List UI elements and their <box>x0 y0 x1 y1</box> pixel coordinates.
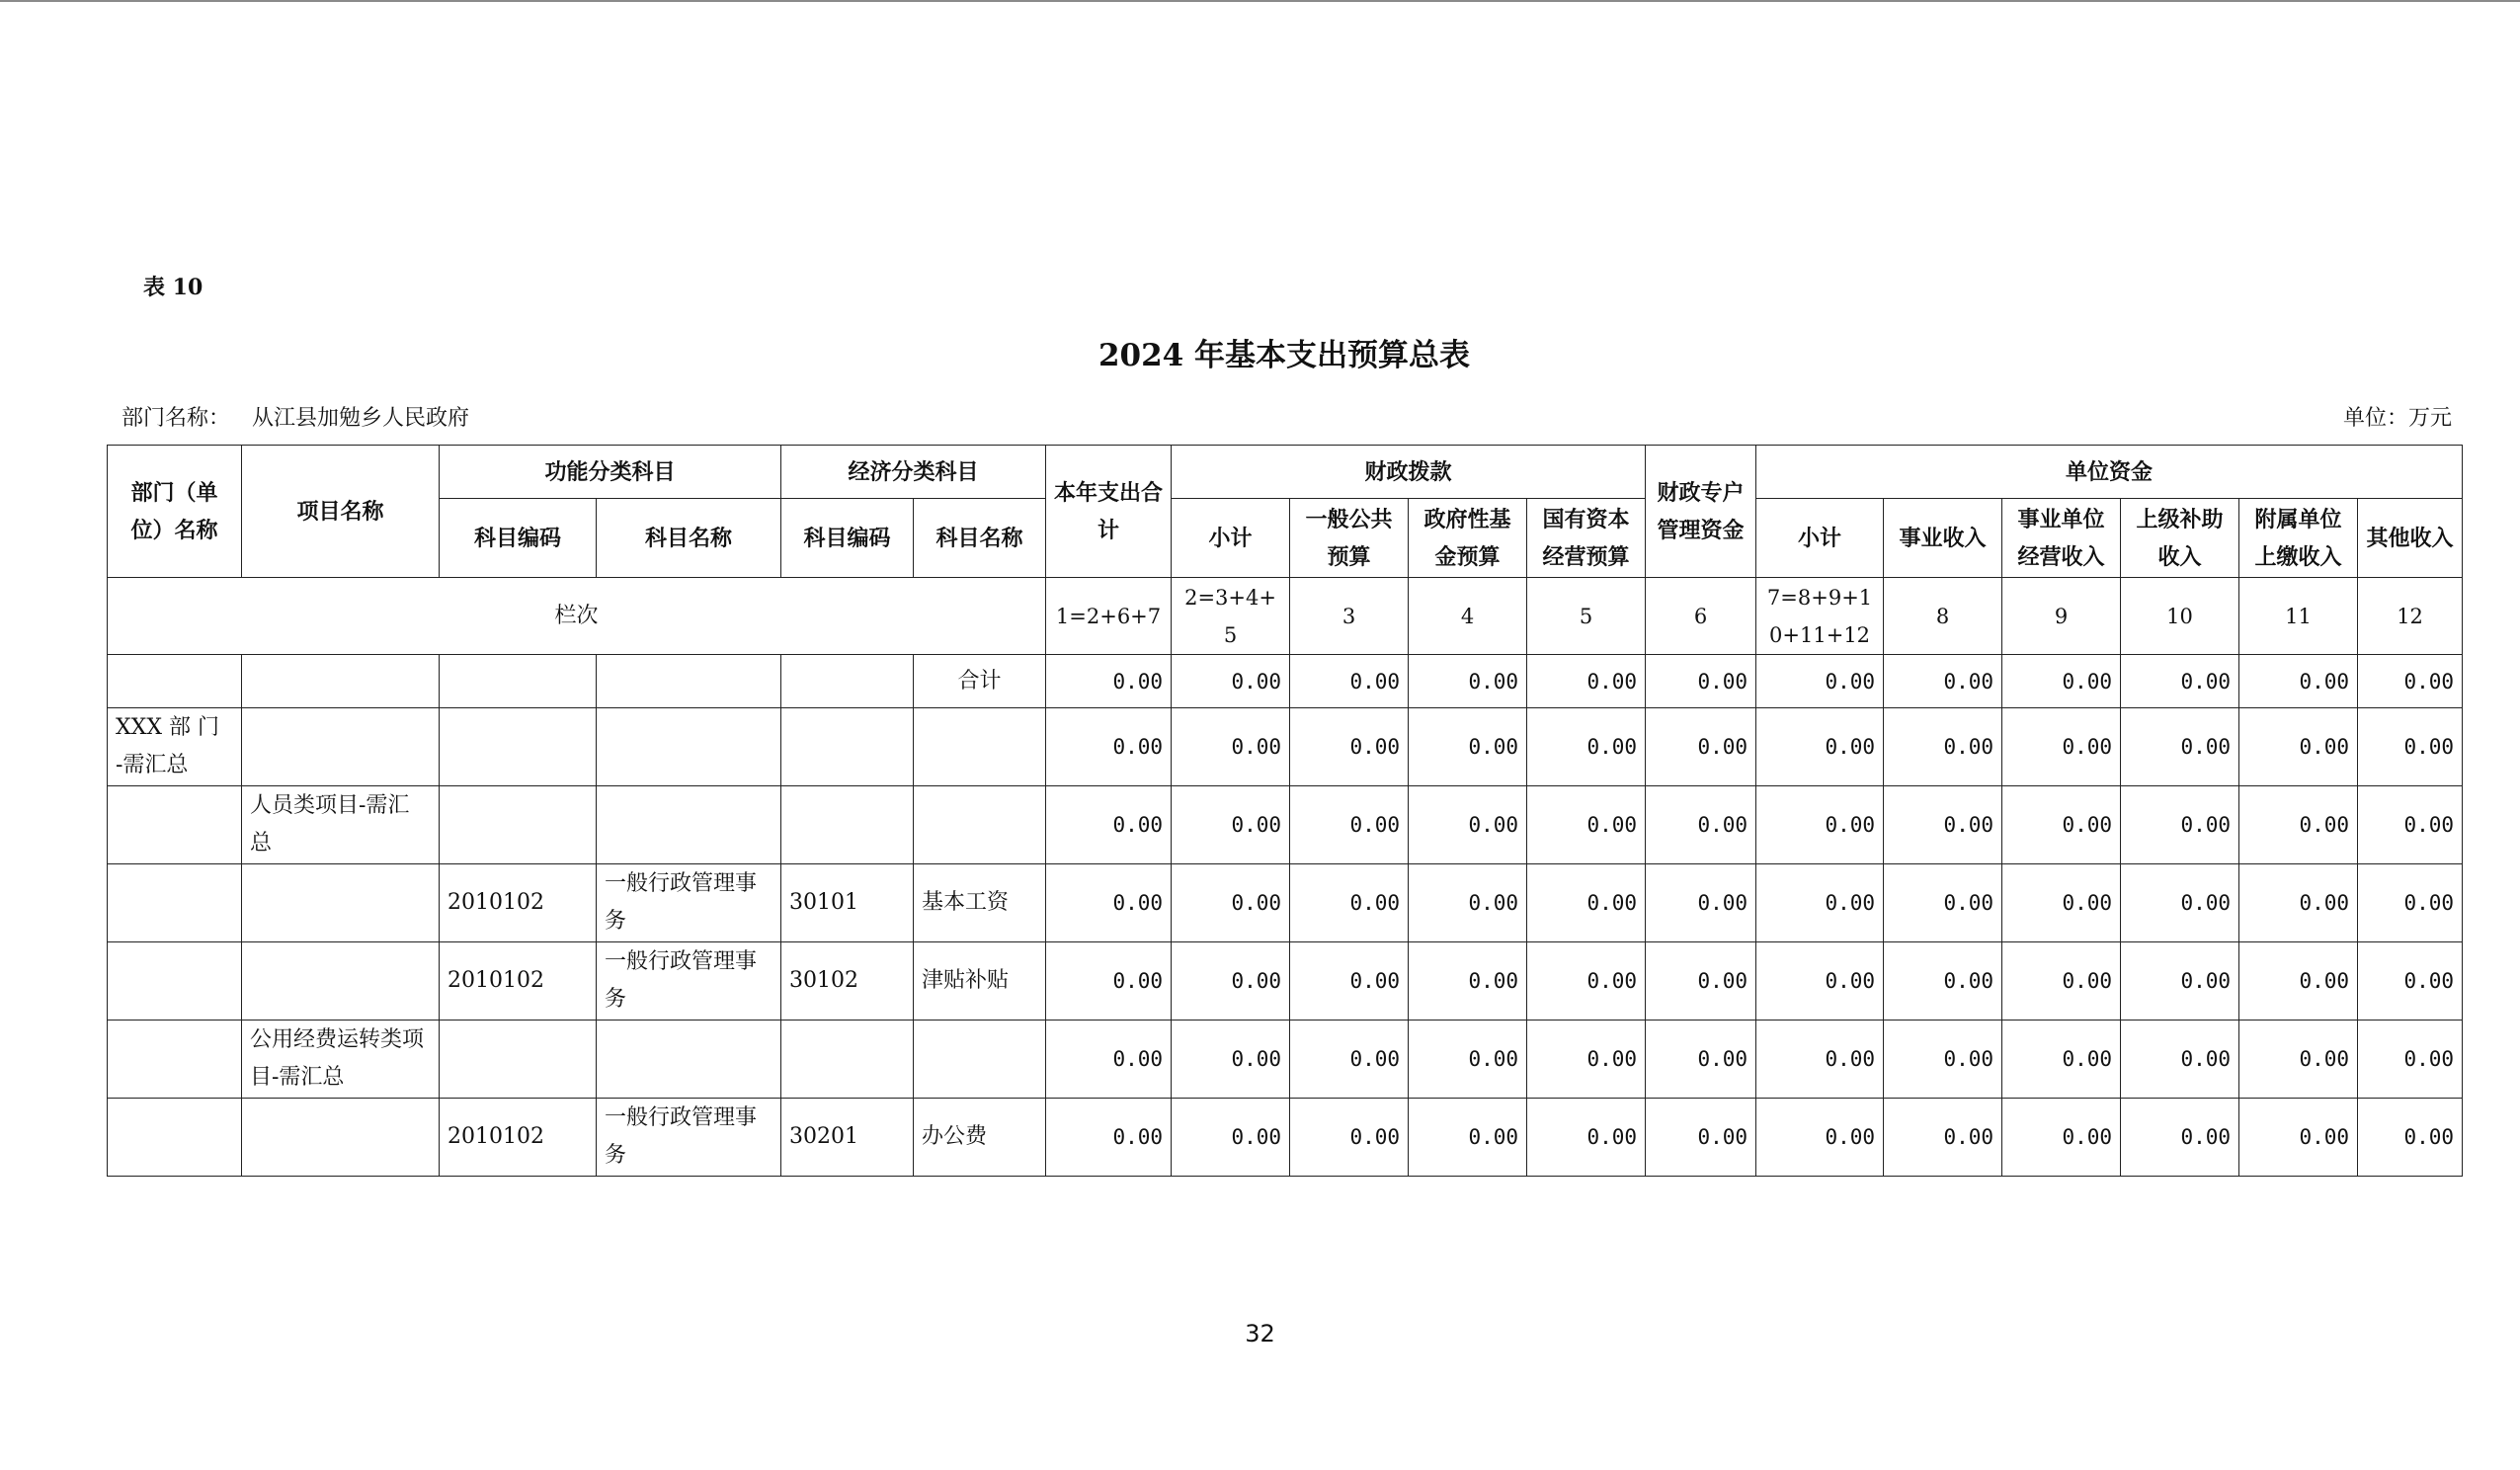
amount-cell: 0.00 <box>1646 708 1756 786</box>
func-code-cell: 2010102 <box>440 1099 597 1177</box>
amount-cell: 0.00 <box>1756 786 1884 864</box>
col-general: 一般公共预算 <box>1290 499 1409 578</box>
dept-cell <box>108 1099 242 1177</box>
econ-name-cell <box>914 786 1046 864</box>
econ-code-cell <box>781 1021 914 1099</box>
department-line <box>122 401 469 432</box>
table-row <box>108 786 2463 864</box>
func-code-cell <box>440 708 597 786</box>
header-row-1 <box>108 446 2463 499</box>
amount-cell: 0.00 <box>1290 942 1409 1021</box>
index-cell: 1=2+6+7 <box>1046 578 1172 655</box>
func-name-cell <box>597 1021 781 1099</box>
amount-cell: 0.00 <box>1646 1099 1756 1177</box>
amount-cell: 0.00 <box>2239 1021 2358 1099</box>
amount-cell: 0.00 <box>1290 864 1409 942</box>
amount-cell: 0.00 <box>1527 708 1646 786</box>
amount-cell: 0.00 <box>2002 708 2121 786</box>
amount-cell: 0.00 <box>2121 786 2239 864</box>
table-row <box>108 1099 2463 1177</box>
budget-table <box>107 445 2463 1177</box>
dept-cell <box>108 864 242 942</box>
sum-cell: 0.00 <box>1290 655 1409 708</box>
amount-cell: 0.00 <box>1290 1099 1409 1177</box>
amount-cell: 0.00 <box>1527 942 1646 1021</box>
amount-cell: 0.00 <box>2239 864 2358 942</box>
dept-cell <box>108 786 242 864</box>
index-cell: 3 <box>1290 578 1409 655</box>
department-name: 从江县加勉乡人民政府 <box>252 406 470 431</box>
amount-cell: 0.00 <box>2239 786 2358 864</box>
sum-row <box>108 655 2463 708</box>
amount-cell: 0.00 <box>1409 942 1527 1021</box>
index-cell: 5 <box>1527 578 1646 655</box>
amount-cell: 0.00 <box>2121 864 2239 942</box>
amount-cell: 0.00 <box>1884 1021 2002 1099</box>
amount-cell: 0.00 <box>1046 1099 1172 1177</box>
header-row-2 <box>108 499 2463 578</box>
amount-cell: 0.00 <box>2002 1099 2121 1177</box>
amount-cell: 0.00 <box>2121 1099 2239 1177</box>
amount-cell: 0.00 <box>1172 864 1290 942</box>
col-econ-name: 科目名称 <box>914 499 1046 578</box>
amount-cell: 0.00 <box>2002 786 2121 864</box>
col-state-capital: 国有资本经营预算 <box>1527 499 1646 578</box>
sum-cell: 0.00 <box>1527 655 1646 708</box>
index-cell: 12 <box>2358 578 2463 655</box>
amount-cell: 0.00 <box>1756 864 1884 942</box>
index-label: 栏次 <box>108 578 1046 655</box>
amount-cell: 0.00 <box>2121 942 2239 1021</box>
econ-name-cell <box>914 708 1046 786</box>
sum-cell: 0.00 <box>2358 655 2463 708</box>
amount-cell: 0.00 <box>1756 942 1884 1021</box>
amount-cell: 0.00 <box>1409 786 1527 864</box>
project-cell <box>242 708 440 786</box>
amount-cell: 0.00 <box>1527 1021 1646 1099</box>
col-func-code: 科目编码 <box>440 499 597 578</box>
amount-cell: 0.00 <box>2358 942 2463 1021</box>
amount-cell: 0.00 <box>1046 786 1172 864</box>
econ-name-cell <box>914 1021 1046 1099</box>
col-unit-subtotal: 小计 <box>1756 499 1884 578</box>
table-row <box>108 942 2463 1021</box>
index-cell: 9 <box>2002 578 2121 655</box>
amount-cell: 0.00 <box>1756 708 1884 786</box>
amount-cell: 0.00 <box>1756 1021 1884 1099</box>
sum-label: 合计 <box>914 655 1046 708</box>
amount-cell: 0.00 <box>2121 1021 2239 1099</box>
amount-cell: 0.00 <box>2002 864 2121 942</box>
sum-cell: 0.00 <box>1409 655 1527 708</box>
col-project: 项目名称 <box>242 446 440 578</box>
col-business-income: 事业收入 <box>1884 499 2002 578</box>
sum-cell: 0.00 <box>2121 655 2239 708</box>
amount-cell: 0.00 <box>2239 1099 2358 1177</box>
econ-name-cell: 办公费 <box>914 1099 1046 1177</box>
sum-cell: 0.00 <box>1884 655 2002 708</box>
amount-cell: 0.00 <box>2358 1021 2463 1099</box>
amount-cell: 0.00 <box>1409 708 1527 786</box>
project-cell <box>242 864 440 942</box>
amount-cell: 0.00 <box>1172 786 1290 864</box>
econ-code-cell: 30201 <box>781 1099 914 1177</box>
func-code-cell <box>440 786 597 864</box>
func-name-cell: 一般行政管理事务 <box>597 942 781 1021</box>
amount-cell: 0.00 <box>1884 1099 2002 1177</box>
index-cell: 10 <box>2121 578 2239 655</box>
col-affiliated: 附属单位上缴收入 <box>2239 499 2358 578</box>
sum-cell: 0.00 <box>1756 655 1884 708</box>
func-name-cell <box>597 708 781 786</box>
col-gov-fund: 政府性基金预算 <box>1409 499 1527 578</box>
func-name-cell: 一般行政管理事务 <box>597 1099 781 1177</box>
amount-cell: 0.00 <box>1646 1021 1756 1099</box>
amount-cell: 0.00 <box>1646 942 1756 1021</box>
sum-cell: 0.00 <box>2002 655 2121 708</box>
amount-cell: 0.00 <box>1046 1021 1172 1099</box>
amount-cell: 0.00 <box>1884 864 2002 942</box>
project-cell <box>242 942 440 1021</box>
amount-cell: 0.00 <box>1290 1021 1409 1099</box>
amount-cell: 0.00 <box>1172 1021 1290 1099</box>
sum-cell: 0.00 <box>1046 655 1172 708</box>
amount-cell: 0.00 <box>1409 864 1527 942</box>
department-label: 部门名称： <box>122 406 231 431</box>
amount-cell: 0.00 <box>2002 942 2121 1021</box>
amount-cell: 0.00 <box>2239 708 2358 786</box>
func-code-cell: 2010102 <box>440 864 597 942</box>
col-superior-subsidy: 上级补助收入 <box>2121 499 2239 578</box>
index-row <box>108 578 2463 655</box>
amount-cell: 0.00 <box>1527 1099 1646 1177</box>
col-total: 本年支出合计 <box>1046 446 1172 578</box>
econ-name-cell: 津贴补贴 <box>914 942 1046 1021</box>
col-fiscal-group: 财政拨款 <box>1172 446 1646 499</box>
amount-cell: 0.00 <box>1172 708 1290 786</box>
amount-cell: 0.00 <box>1646 864 1756 942</box>
top-border-line <box>0 0 2520 2</box>
sum-cell: 0.00 <box>2239 655 2358 708</box>
amount-cell: 0.00 <box>1290 708 1409 786</box>
col-business-operation: 事业单位经营收入 <box>2002 499 2121 578</box>
amount-cell: 0.00 <box>1046 864 1172 942</box>
col-econ-code: 科目编码 <box>781 499 914 578</box>
amount-cell: 0.00 <box>1527 864 1646 942</box>
econ-code-cell <box>781 708 914 786</box>
sum-cell: 0.00 <box>1646 655 1756 708</box>
amount-cell: 0.00 <box>1046 942 1172 1021</box>
page-number: 32 <box>1245 1320 1275 1348</box>
amount-cell: 0.00 <box>2121 708 2239 786</box>
data-rows <box>108 708 2463 1177</box>
table-row <box>108 1021 2463 1099</box>
dept-cell: XXX 部 门 -需汇总 <box>108 708 242 786</box>
dept-cell <box>108 942 242 1021</box>
amount-cell: 0.00 <box>2002 1021 2121 1099</box>
index-cell: 7=8+9+10+11+12 <box>1756 578 1884 655</box>
index-cell: 8 <box>1884 578 2002 655</box>
amount-cell: 0.00 <box>2358 786 2463 864</box>
col-other: 其他收入 <box>2358 499 2463 578</box>
amount-cell: 0.00 <box>1884 708 2002 786</box>
func-name-cell: 一般行政管理事务 <box>597 864 781 942</box>
amount-cell: 0.00 <box>1046 708 1172 786</box>
col-econ-group: 经济分类科目 <box>781 446 1046 499</box>
func-code-cell: 2010102 <box>440 942 597 1021</box>
document-title: 2024 年基本支出预算总表 <box>1097 338 1471 373</box>
index-cell: 6 <box>1646 578 1756 655</box>
amount-cell: 0.00 <box>1172 942 1290 1021</box>
amount-cell: 0.00 <box>1409 1021 1527 1099</box>
sum-cell: 0.00 <box>1172 655 1290 708</box>
col-func-name: 科目名称 <box>597 499 781 578</box>
col-fiscal-subtotal: 小计 <box>1172 499 1290 578</box>
table-number: 表 10 <box>143 275 203 300</box>
amount-cell: 0.00 <box>1290 786 1409 864</box>
amount-cell: 0.00 <box>2358 708 2463 786</box>
amount-cell: 0.00 <box>2239 942 2358 1021</box>
col-special: 财政专户管理资金 <box>1646 446 1756 578</box>
amount-cell: 0.00 <box>1409 1099 1527 1177</box>
amount-cell: 0.00 <box>1756 1099 1884 1177</box>
table-row <box>108 708 2463 786</box>
amount-cell: 0.00 <box>1884 786 2002 864</box>
amount-cell: 0.00 <box>1884 942 2002 1021</box>
func-code-cell <box>440 1021 597 1099</box>
index-cell: 4 <box>1409 578 1527 655</box>
func-name-cell <box>597 786 781 864</box>
project-cell: 人员类项目-需汇总 <box>242 786 440 864</box>
amount-cell: 0.00 <box>1527 786 1646 864</box>
econ-name-cell: 基本工资 <box>914 864 1046 942</box>
project-cell: 公用经费运转类项目-需汇总 <box>242 1021 440 1099</box>
index-cell: 11 <box>2239 578 2358 655</box>
index-cell: 2=3+4+5 <box>1172 578 1290 655</box>
col-func-group: 功能分类科目 <box>440 446 781 499</box>
econ-code-cell: 30102 <box>781 942 914 1021</box>
econ-code-cell <box>781 786 914 864</box>
table-row <box>108 864 2463 942</box>
econ-code-cell: 30101 <box>781 864 914 942</box>
amount-cell: 0.00 <box>1172 1099 1290 1177</box>
col-dept: 部门（单位）名称 <box>108 446 242 578</box>
dept-cell <box>108 1021 242 1099</box>
amount-cell: 0.00 <box>1646 786 1756 864</box>
project-cell <box>242 1099 440 1177</box>
amount-cell: 0.00 <box>2358 864 2463 942</box>
col-unit-group: 单位资金 <box>1756 446 2463 499</box>
unit-label: 单位：万元 <box>2342 406 2452 431</box>
amount-cell: 0.00 <box>2358 1099 2463 1177</box>
